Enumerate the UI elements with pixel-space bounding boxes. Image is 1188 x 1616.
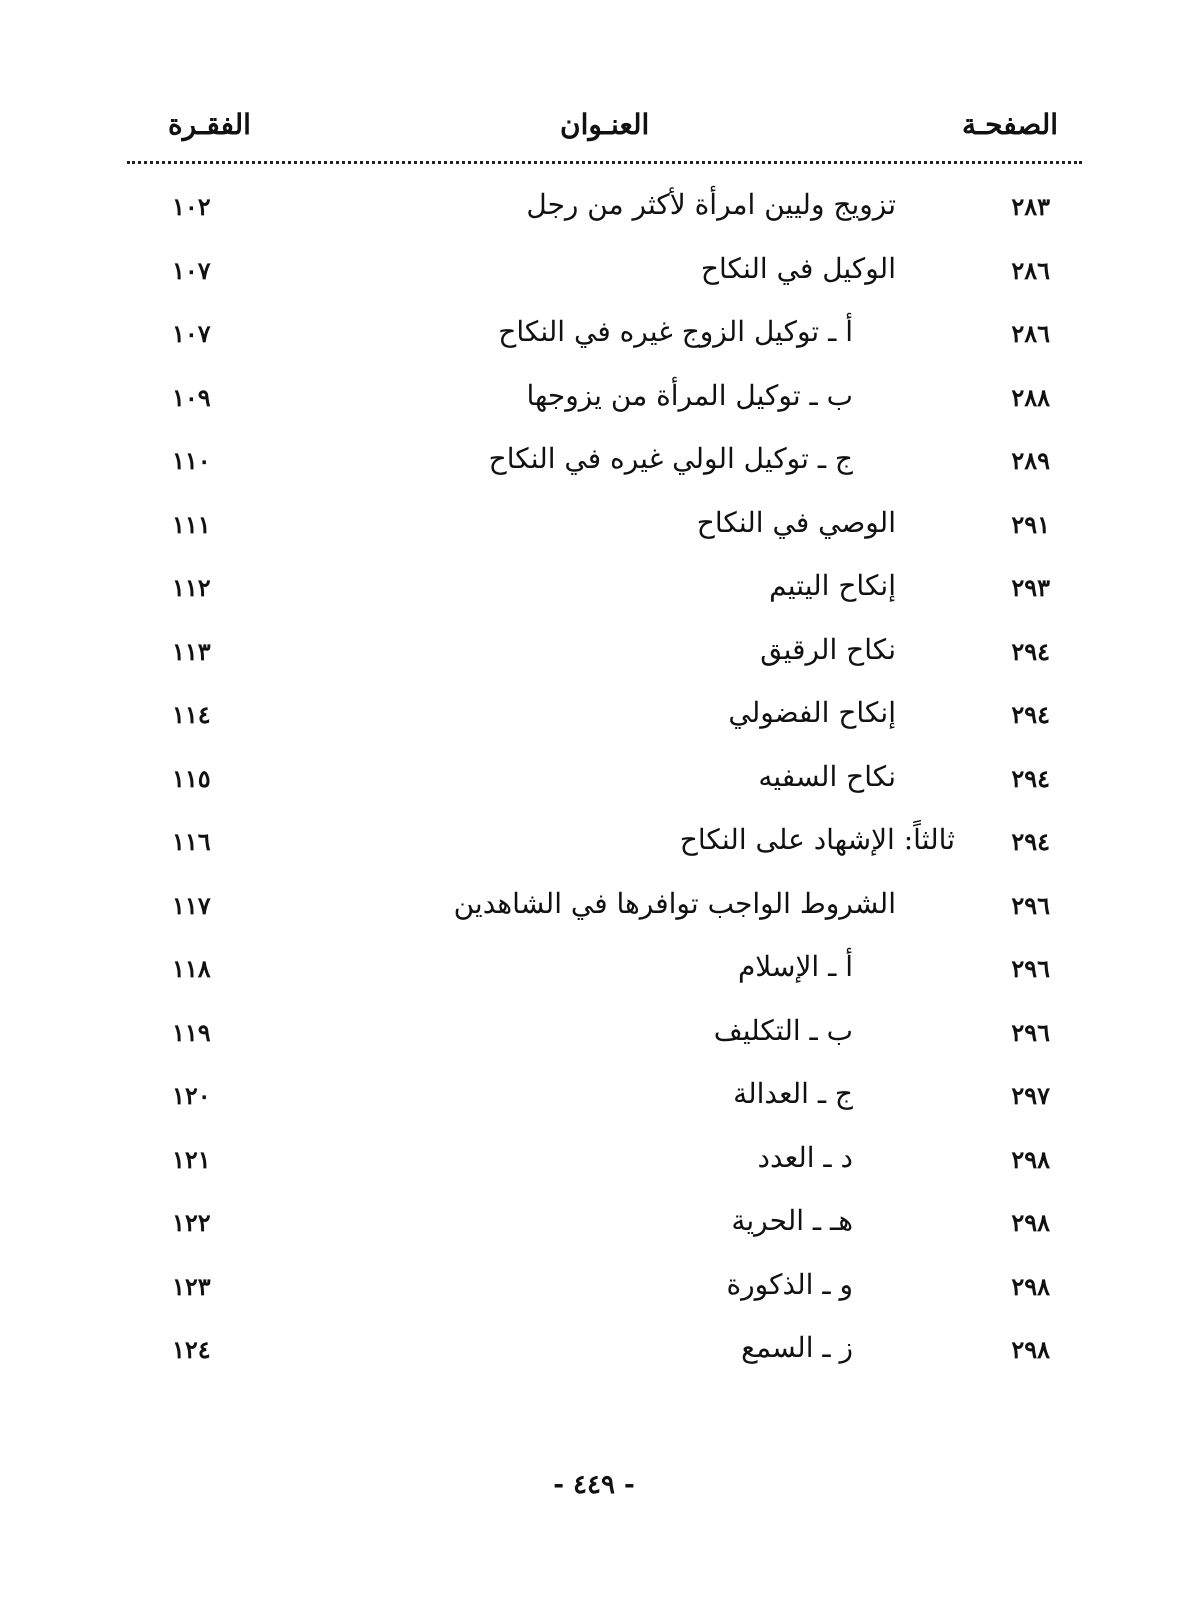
index-row xyxy=(0,625,1188,689)
row-paragraph-number: ١٢١ xyxy=(172,1144,211,1174)
row-page-number: ٢٩١ xyxy=(1011,509,1050,539)
row-paragraph-number: ١١٤ xyxy=(172,700,211,729)
row-title: ج ـ توكيل الولي غيره في النكاح xyxy=(488,442,853,475)
row-title: هـ ـ الحرية xyxy=(731,1204,853,1237)
index-row xyxy=(0,815,1188,879)
header-paragraph-label: الفقـرة xyxy=(168,108,251,141)
row-page-number: ٢٩٦ xyxy=(1011,890,1050,920)
index-row xyxy=(0,1069,1188,1133)
row-paragraph-number: ١١٠ xyxy=(172,446,211,475)
row-page-number: ٢٨٦ xyxy=(1011,255,1050,285)
row-title: تزويج وليين امرأة لأكثر من رجل xyxy=(526,188,896,221)
row-paragraph-number: ١١٣ xyxy=(172,636,211,666)
row-paragraph-number: ١١٢ xyxy=(172,573,211,602)
row-title: إنكاح الفضولي xyxy=(728,696,896,729)
row-paragraph-number: ١١٧ xyxy=(172,890,211,920)
row-title: ثالثاً: الإشهاد على النكاح xyxy=(679,823,955,856)
index-entries xyxy=(0,180,1188,1387)
row-paragraph-number: ١٢٢ xyxy=(172,1208,211,1237)
index-row xyxy=(0,879,1188,943)
row-title: نكاح السفيه xyxy=(758,759,896,793)
row-paragraph-number: ١٠٢ xyxy=(172,192,211,221)
row-title: الوصي في النكاح xyxy=(696,505,896,539)
index-row xyxy=(0,307,1188,371)
row-title: إنكاح اليتيم xyxy=(769,569,896,602)
row-title: نكاح الرقيق xyxy=(760,632,896,666)
index-row xyxy=(0,498,1188,562)
index-row xyxy=(0,942,1188,1006)
row-paragraph-number: ١١٥ xyxy=(172,763,211,793)
row-page-number: ٢٩٤ xyxy=(1011,636,1050,666)
index-row xyxy=(0,371,1188,435)
row-paragraph-number: ١٢٠ xyxy=(172,1081,211,1110)
row-paragraph-number: ١٢٣ xyxy=(172,1271,211,1301)
row-page-number: ٢٩٣ xyxy=(1011,573,1050,602)
row-paragraph-number: ١١٨ xyxy=(172,954,211,983)
row-paragraph-number: ١٠٩ xyxy=(172,382,211,412)
row-title: ز ـ السمع xyxy=(741,1331,853,1364)
row-title: الوكيل في النكاح xyxy=(700,251,896,285)
row-page-number: ٢٩٨ xyxy=(1011,1335,1050,1364)
table-header xyxy=(0,108,1188,158)
row-page-number: ٢٩٤ xyxy=(1011,827,1050,856)
index-row xyxy=(0,180,1188,244)
row-page-number: ٢٩٤ xyxy=(1011,763,1050,793)
row-page-number: ٢٩٦ xyxy=(1011,1017,1050,1047)
page-number: - ٤٤٩ - xyxy=(553,1470,635,1500)
row-title: أ ـ توكيل الزوج غيره في النكاح xyxy=(498,315,853,348)
row-paragraph-number: ١٠٧ xyxy=(172,255,211,285)
index-row xyxy=(0,244,1188,308)
row-title: و ـ الذكورة xyxy=(726,1267,853,1301)
index-row xyxy=(0,1323,1188,1387)
row-paragraph-number: ١١٦ xyxy=(172,827,211,856)
header-dotted-divider xyxy=(127,161,1082,164)
row-page-number: ٢٩٨ xyxy=(1011,1144,1050,1174)
index-row xyxy=(0,752,1188,816)
row-page-number: ٢٨٩ xyxy=(1011,446,1050,475)
header-title-label: العنـوان xyxy=(560,108,650,141)
row-page-number: ٢٨٦ xyxy=(1011,319,1050,348)
row-page-number: ٢٩٤ xyxy=(1011,700,1050,729)
row-title: ب ـ التكليف xyxy=(713,1013,853,1047)
row-page-number: ٢٨٨ xyxy=(1011,382,1050,412)
index-row xyxy=(0,561,1188,625)
index-row xyxy=(0,688,1188,752)
row-paragraph-number: ١١١ xyxy=(172,509,211,539)
index-row xyxy=(0,434,1188,498)
row-title: د ـ العدد xyxy=(757,1140,853,1174)
row-title: ب ـ توكيل المرأة من يزوجها xyxy=(526,378,853,412)
row-page-number: ٢٩٨ xyxy=(1011,1271,1050,1301)
row-paragraph-number: ١١٩ xyxy=(172,1017,211,1047)
index-row xyxy=(0,1260,1188,1324)
index-row xyxy=(0,1133,1188,1197)
header-page-label: الصفحـة xyxy=(961,108,1058,141)
row-title: ج ـ العدالة xyxy=(733,1077,853,1110)
row-title: أ ـ الإسلام xyxy=(737,950,853,983)
index-row xyxy=(0,1196,1188,1260)
index-row xyxy=(0,1006,1188,1070)
row-page-number: ٢٨٣ xyxy=(1011,192,1050,221)
row-paragraph-number: ١٢٤ xyxy=(172,1335,211,1364)
row-page-number: ٢٩٦ xyxy=(1011,954,1050,983)
row-page-number: ٢٩٧ xyxy=(1011,1081,1050,1110)
row-title: الشروط الواجب توافرها في الشاهدين xyxy=(453,886,896,920)
row-page-number: ٢٩٨ xyxy=(1011,1208,1050,1237)
row-paragraph-number: ١٠٧ xyxy=(172,319,211,348)
